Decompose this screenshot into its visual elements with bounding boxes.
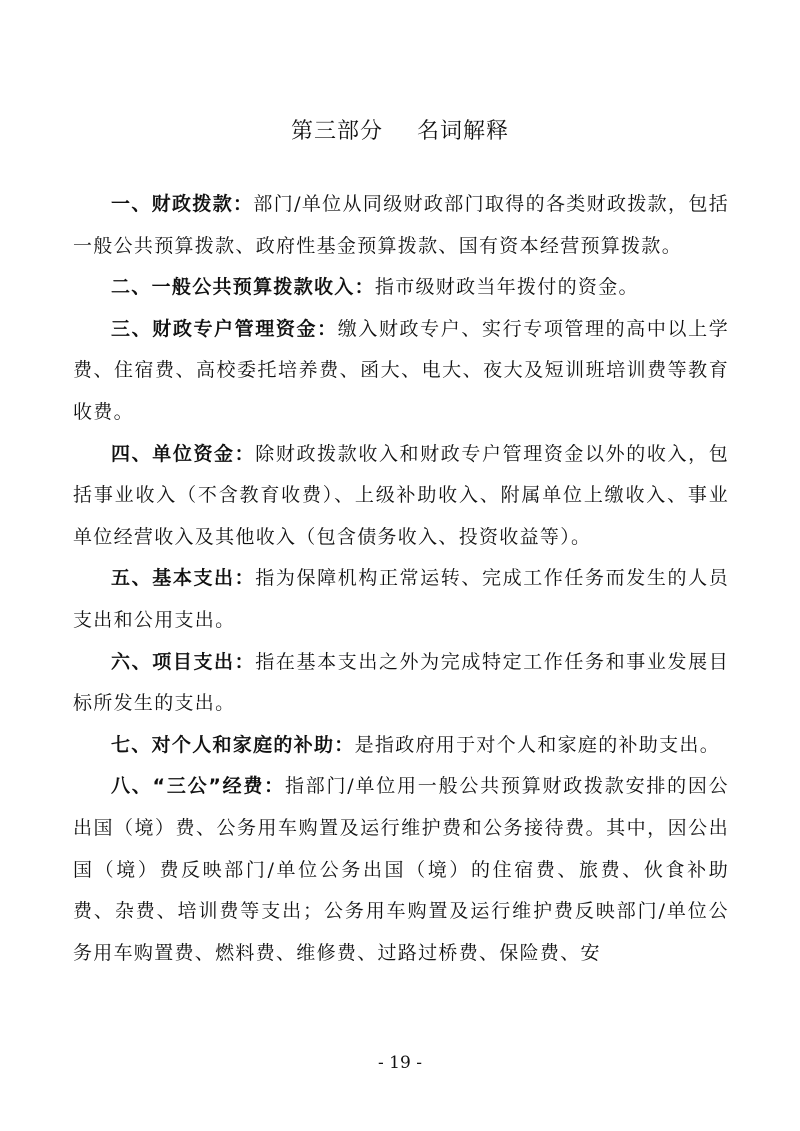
paragraph-basic-expenditure (73, 558, 729, 641)
paragraph-general-budget-income (73, 267, 729, 309)
term-label: 五、基本支出： (111, 567, 256, 590)
term-definition: 指在基本支出之外为完成特定工作任务和事业发展目标所发生的支出。 (73, 650, 729, 715)
term-label: 三、财政专户管理资金： (111, 317, 338, 340)
term-definition: 指部门/单位用一般公共预算财政拨款安排的因公出国（境）费、公务用车购置及运行维护费和公务接待费。其中，因公出国（境）费反映部门/单位公务出国（境）的住宿费、旅费、伙食补助费、杂费、培训费等支出；公务用车购置及运行维护费反映部门/单位公务用车购置费、燃料费、维修费、过路过桥费、保险费、安 (73, 775, 729, 964)
title-name: 名词解释 (417, 119, 510, 144)
term-label: 一、财政拨款： (111, 193, 254, 215)
term-definition: 指为保障机构正常运转、完成工作任务而发生的人员支出和公用支出。 (73, 567, 729, 631)
paragraph-project-expenditure (73, 642, 729, 725)
paragraph-special-account-funds (73, 309, 729, 434)
term-definition: 部门/单位从同级财政部门取得的各类财政拨款，包括一般公共预算拨款、政府性基金预算拨款、国有资本经营预算拨款。 (73, 193, 729, 257)
term-label: 八、“三公”经费： (111, 775, 285, 798)
paragraph-three-public-expenses (73, 766, 729, 974)
term-definition: 是指政府用于对个人和家庭的补助支出。 (354, 733, 721, 756)
term-label: 七、对个人和家庭的补助： (111, 733, 355, 756)
page-title (0, 118, 800, 146)
term-definition: 除财政拨款收入和财政专户管理资金以外的收入，包括事业收入（不含教育收费）、上级补助收入、附属单位上缴收入、事业单位经营收入及其他收入（包含债务收入、投资收益等）。 (73, 442, 729, 548)
title-part: 第三部分 (290, 119, 383, 144)
page-number: - 19 - (378, 1053, 422, 1073)
term-definition: 指市级财政当年拨付的资金。 (374, 276, 639, 299)
term-definition: 缴入财政专户、实行专项管理的高中以上学费、住宿费、高校委托培养费、函大、电大、夜大及短训班培训费等教育收费。 (73, 317, 729, 423)
paragraph-unit-funds (73, 434, 729, 559)
term-label: 四、单位资金： (111, 442, 256, 465)
document-body (73, 184, 729, 974)
term-label: 二、一般公共预算拨款收入： (111, 276, 375, 299)
term-label: 六、项目支出： (111, 650, 256, 673)
paragraph-fiscal-appropriation (73, 184, 729, 267)
paragraph-household-subsidy (73, 725, 729, 767)
